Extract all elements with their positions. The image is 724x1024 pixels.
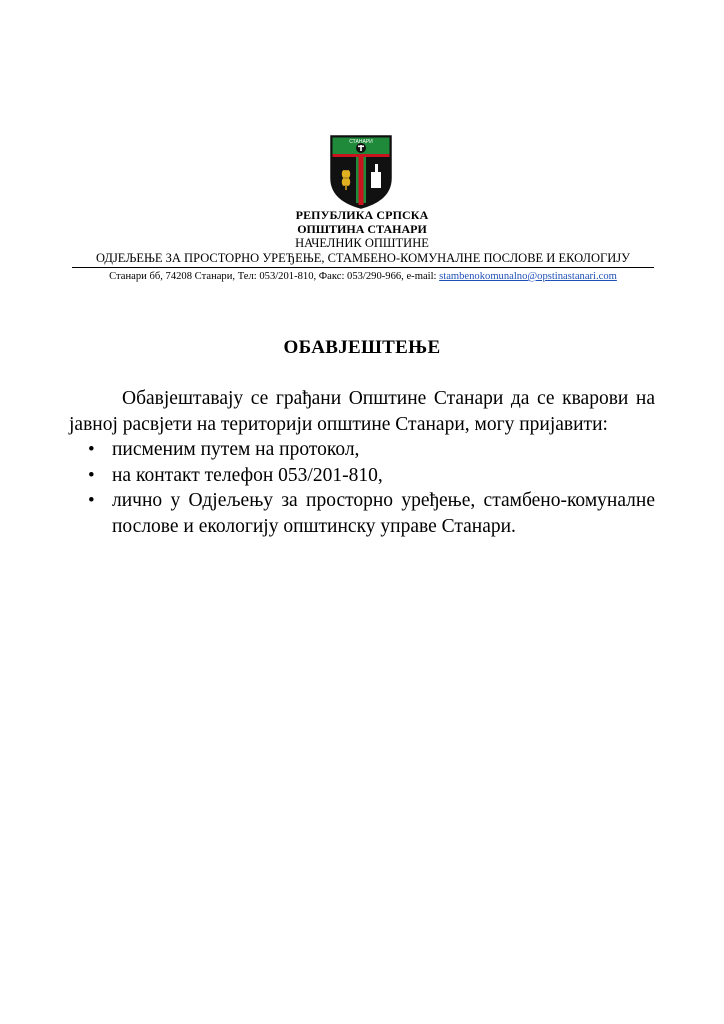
- notice-body: [69, 386, 655, 539]
- republic-name: РЕПУБЛИКА СРПСКА: [295, 208, 429, 222]
- list-item-text: лично у Одјељењу за просторно уређење, стамбено-комуналне послове и екологију општинску управе Станари.: [112, 490, 655, 537]
- list-item: [69, 437, 655, 463]
- municipality-name: ОПШТИНА СТАНАРИ: [297, 222, 427, 236]
- email-link[interactable]: stambenokomunalno@opstinastanari.com: [439, 271, 617, 282]
- report-methods-list: [69, 437, 655, 539]
- list-item-text: на контакт телефон 053/201-810,: [112, 464, 383, 486]
- list-item: [69, 488, 655, 539]
- municipality-crest-logo: [329, 134, 393, 210]
- contact-line: [70, 271, 656, 282]
- bullet-icon: •: [88, 439, 95, 460]
- document-title: ОБАВЈЕШТЕЊЕ: [283, 337, 441, 358]
- bullet-icon: •: [88, 464, 95, 486]
- bullet-icon: •: [88, 490, 95, 511]
- notice-paragraph: Обавјештавају се грађани Општине Станари да се кварови на јавној расвјети на територији општине Станари, могу пријавити:: [69, 388, 655, 435]
- contact-info: Станари бб, 74208 Станари, Тел: 053/201-810, Факс: 053/290-966, e-mail:: [109, 271, 440, 282]
- list-item-text: писменим путем на протокол,: [112, 439, 360, 460]
- list-item: [69, 463, 655, 489]
- crest-text: СТАНАРИ: [349, 139, 373, 145]
- office-name: НАЧЕЛНИК ОПШТИНЕ: [295, 236, 429, 250]
- department-name: ОДЈЕЉЕЊЕ ЗА ПРОСТОРНО УРЕЂЕЊЕ, СТАМБЕНО-КОМУНАЛНЕ ПОСЛОВЕ И ЕКОЛОГИЈУ: [72, 251, 654, 268]
